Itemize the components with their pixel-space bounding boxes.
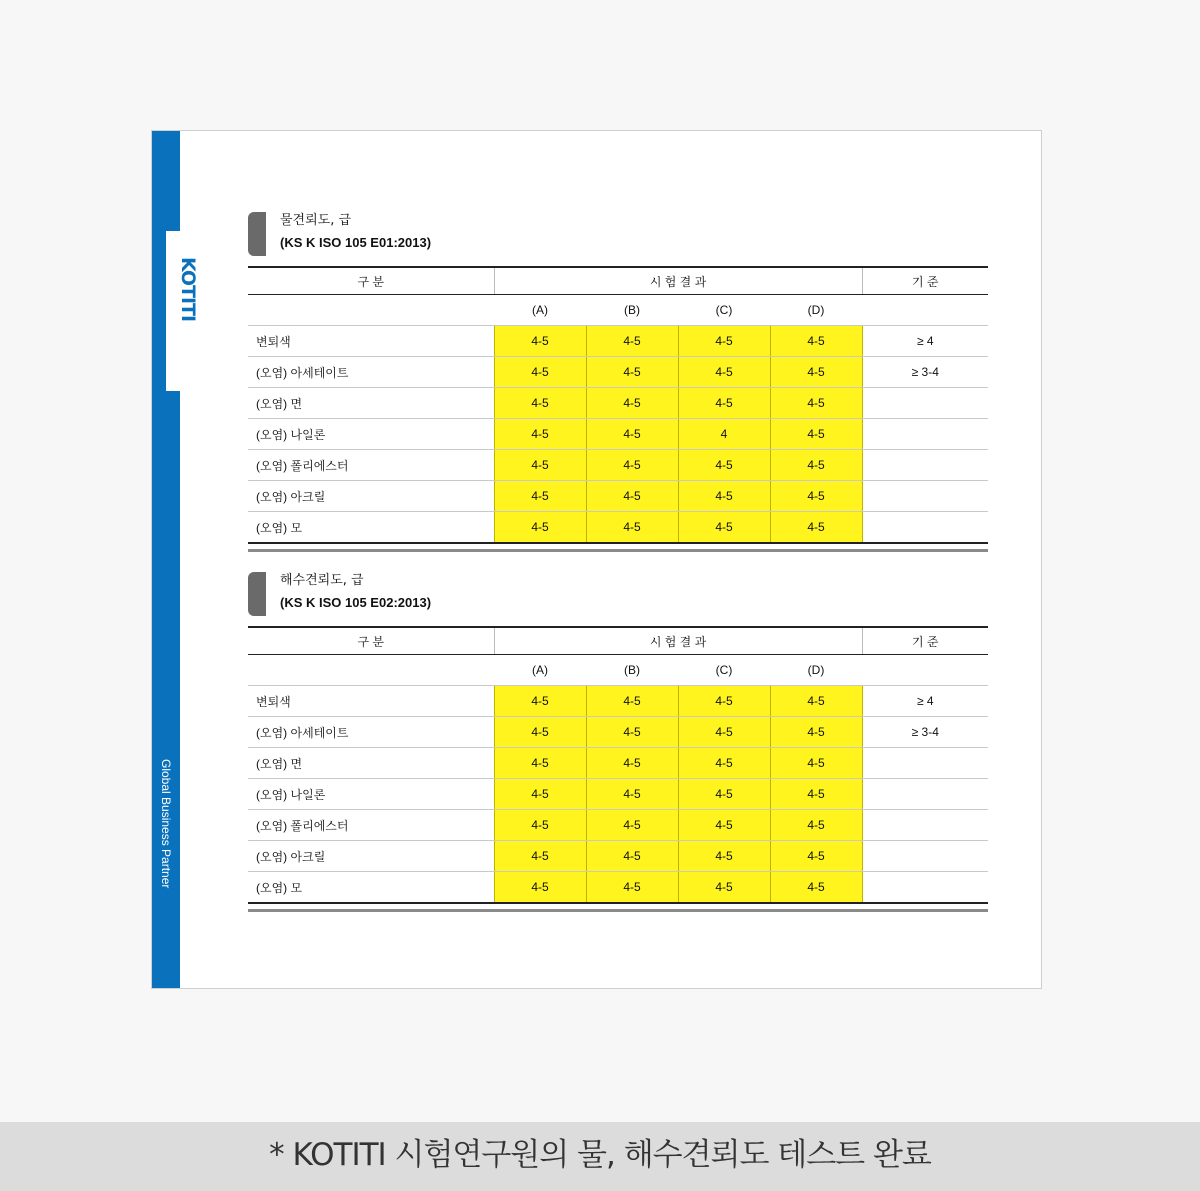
table-row bbox=[248, 748, 988, 779]
report-card bbox=[151, 130, 1042, 989]
subheader-a: (A) bbox=[494, 295, 586, 326]
table-row bbox=[248, 841, 988, 872]
table-row bbox=[248, 686, 988, 717]
row-label: 변퇴색 bbox=[248, 686, 494, 717]
section-title-text: 물견뢰도, 급 bbox=[280, 213, 352, 228]
result-cell: 4-5 bbox=[586, 779, 678, 810]
table-row bbox=[248, 512, 988, 544]
table-row bbox=[248, 357, 988, 388]
row-label: (오염) 아세테이트 bbox=[248, 717, 494, 748]
table-end-rule bbox=[248, 549, 988, 552]
criteria-cell bbox=[862, 512, 988, 544]
result-cell: 4-5 bbox=[770, 872, 862, 904]
result-cell: 4-5 bbox=[770, 512, 862, 544]
table-row bbox=[248, 481, 988, 512]
table-end-rule bbox=[248, 909, 988, 912]
criteria-cell bbox=[862, 748, 988, 779]
result-cell: 4-5 bbox=[586, 512, 678, 544]
row-label: 변퇴색 bbox=[248, 326, 494, 357]
criteria-cell bbox=[862, 779, 988, 810]
result-cell: 4-5 bbox=[770, 779, 862, 810]
caption-text: * KOTITI 시험연구원의 물, 해수견뢰도 테스트 완료 bbox=[269, 1137, 931, 1173]
result-cell: 4-5 bbox=[586, 841, 678, 872]
criteria-cell: ≥ 4 bbox=[862, 326, 988, 357]
result-cell: 4-5 bbox=[678, 357, 770, 388]
section-title bbox=[248, 571, 988, 619]
table-row bbox=[248, 419, 988, 450]
result-cell: 4-5 bbox=[586, 388, 678, 419]
results-table bbox=[248, 626, 988, 904]
result-cell: 4-5 bbox=[494, 326, 586, 357]
results-table bbox=[248, 266, 988, 544]
result-cell: 4-5 bbox=[678, 779, 770, 810]
section-marker bbox=[248, 572, 266, 616]
result-cell: 4 bbox=[678, 419, 770, 450]
result-cell: 4-5 bbox=[770, 388, 862, 419]
result-cell: 4-5 bbox=[494, 779, 586, 810]
result-cell: 4-5 bbox=[678, 326, 770, 357]
subheader-d: (D) bbox=[770, 655, 862, 686]
criteria-cell bbox=[862, 419, 988, 450]
row-label: (오염) 폴리에스터 bbox=[248, 450, 494, 481]
section-standard: (KS K ISO 105 E02:2013) bbox=[280, 595, 432, 610]
result-cell: 4-5 bbox=[586, 357, 678, 388]
result-cell: 4-5 bbox=[770, 810, 862, 841]
row-label: (오염) 아크릴 bbox=[248, 841, 494, 872]
table-row bbox=[248, 388, 988, 419]
result-cell: 4-5 bbox=[678, 872, 770, 904]
subheader-b: (B) bbox=[586, 295, 678, 326]
result-cell: 4-5 bbox=[678, 686, 770, 717]
subheader-a: (A) bbox=[494, 655, 586, 686]
section-title bbox=[248, 211, 988, 259]
criteria-cell bbox=[862, 810, 988, 841]
row-label: (오염) 아크릴 bbox=[248, 481, 494, 512]
result-cell: 4-5 bbox=[770, 748, 862, 779]
criteria-cell bbox=[862, 841, 988, 872]
row-label: (오염) 나일론 bbox=[248, 419, 494, 450]
result-cell: 4-5 bbox=[770, 419, 862, 450]
result-cell: 4-5 bbox=[770, 717, 862, 748]
section-standard: (KS K ISO 105 E01:2013) bbox=[280, 235, 432, 250]
table-row bbox=[248, 717, 988, 748]
criteria-cell: ≥ 3-4 bbox=[862, 717, 988, 748]
section-seawater-fastness bbox=[248, 571, 988, 895]
result-cell: 4-5 bbox=[678, 450, 770, 481]
header-category: 구 분 bbox=[248, 627, 494, 655]
subheader-blank bbox=[862, 295, 988, 326]
row-label: (오염) 나일론 bbox=[248, 779, 494, 810]
row-label: (오염) 모 bbox=[248, 512, 494, 544]
subheader-blank bbox=[248, 295, 494, 326]
result-cell: 4-5 bbox=[586, 450, 678, 481]
result-cell: 4-5 bbox=[586, 872, 678, 904]
result-cell: 4-5 bbox=[678, 512, 770, 544]
result-cell: 4-5 bbox=[494, 481, 586, 512]
result-cell: 4-5 bbox=[494, 450, 586, 481]
tagline: Global Business Partner bbox=[159, 759, 173, 889]
criteria-cell bbox=[862, 481, 988, 512]
result-cell: 4-5 bbox=[586, 748, 678, 779]
result-cell: 4-5 bbox=[494, 748, 586, 779]
result-cell: 4-5 bbox=[586, 810, 678, 841]
row-label: (오염) 폴리에스터 bbox=[248, 810, 494, 841]
result-cell: 4-5 bbox=[494, 872, 586, 904]
section-water-fastness bbox=[248, 211, 988, 535]
table-row bbox=[248, 872, 988, 904]
header-category: 구 분 bbox=[248, 267, 494, 295]
header-results: 시 험 결 과 bbox=[494, 627, 862, 655]
result-cell: 4-5 bbox=[770, 357, 862, 388]
header-criteria: 기 준 bbox=[862, 267, 988, 295]
result-cell: 4-5 bbox=[770, 450, 862, 481]
header-results: 시 험 결 과 bbox=[494, 267, 862, 295]
result-cell: 4-5 bbox=[770, 841, 862, 872]
result-cell: 4-5 bbox=[678, 388, 770, 419]
subheader-c: (C) bbox=[678, 295, 770, 326]
result-cell: 4-5 bbox=[494, 717, 586, 748]
result-cell: 4-5 bbox=[770, 686, 862, 717]
row-label: (오염) 면 bbox=[248, 748, 494, 779]
result-cell: 4-5 bbox=[494, 686, 586, 717]
result-cell: 4-5 bbox=[494, 512, 586, 544]
header-criteria: 기 준 bbox=[862, 627, 988, 655]
section-title-text: 해수견뢰도, 급 bbox=[280, 573, 364, 588]
section-marker bbox=[248, 212, 266, 256]
criteria-cell: ≥ 4 bbox=[862, 686, 988, 717]
criteria-cell bbox=[862, 872, 988, 904]
subheader-d: (D) bbox=[770, 295, 862, 326]
subheader-blank bbox=[862, 655, 988, 686]
result-cell: 4-5 bbox=[494, 810, 586, 841]
result-cell: 4-5 bbox=[678, 717, 770, 748]
result-cell: 4-5 bbox=[586, 481, 678, 512]
result-cell: 4-5 bbox=[678, 748, 770, 779]
subheader-c: (C) bbox=[678, 655, 770, 686]
result-cell: 4-5 bbox=[586, 326, 678, 357]
result-cell: 4-5 bbox=[678, 810, 770, 841]
table-row bbox=[248, 810, 988, 841]
row-label: (오염) 면 bbox=[248, 388, 494, 419]
table-row bbox=[248, 450, 988, 481]
kotiti-logo: KOTITI bbox=[177, 257, 199, 322]
result-cell: 4-5 bbox=[770, 481, 862, 512]
result-cell: 4-5 bbox=[678, 841, 770, 872]
criteria-cell: ≥ 3-4 bbox=[862, 357, 988, 388]
result-cell: 4-5 bbox=[494, 357, 586, 388]
table-row bbox=[248, 779, 988, 810]
row-label: (오염) 모 bbox=[248, 872, 494, 904]
row-label: (오염) 아세테이트 bbox=[248, 357, 494, 388]
result-cell: 4-5 bbox=[494, 841, 586, 872]
subheader-b: (B) bbox=[586, 655, 678, 686]
criteria-cell bbox=[862, 450, 988, 481]
subheader-blank bbox=[248, 655, 494, 686]
result-cell: 4-5 bbox=[770, 326, 862, 357]
result-cell: 4-5 bbox=[678, 481, 770, 512]
result-cell: 4-5 bbox=[586, 717, 678, 748]
result-cell: 4-5 bbox=[586, 419, 678, 450]
result-cell: 4-5 bbox=[494, 419, 586, 450]
result-cell: 4-5 bbox=[494, 388, 586, 419]
result-cell: 4-5 bbox=[586, 686, 678, 717]
table-row bbox=[248, 326, 988, 357]
criteria-cell bbox=[862, 388, 988, 419]
